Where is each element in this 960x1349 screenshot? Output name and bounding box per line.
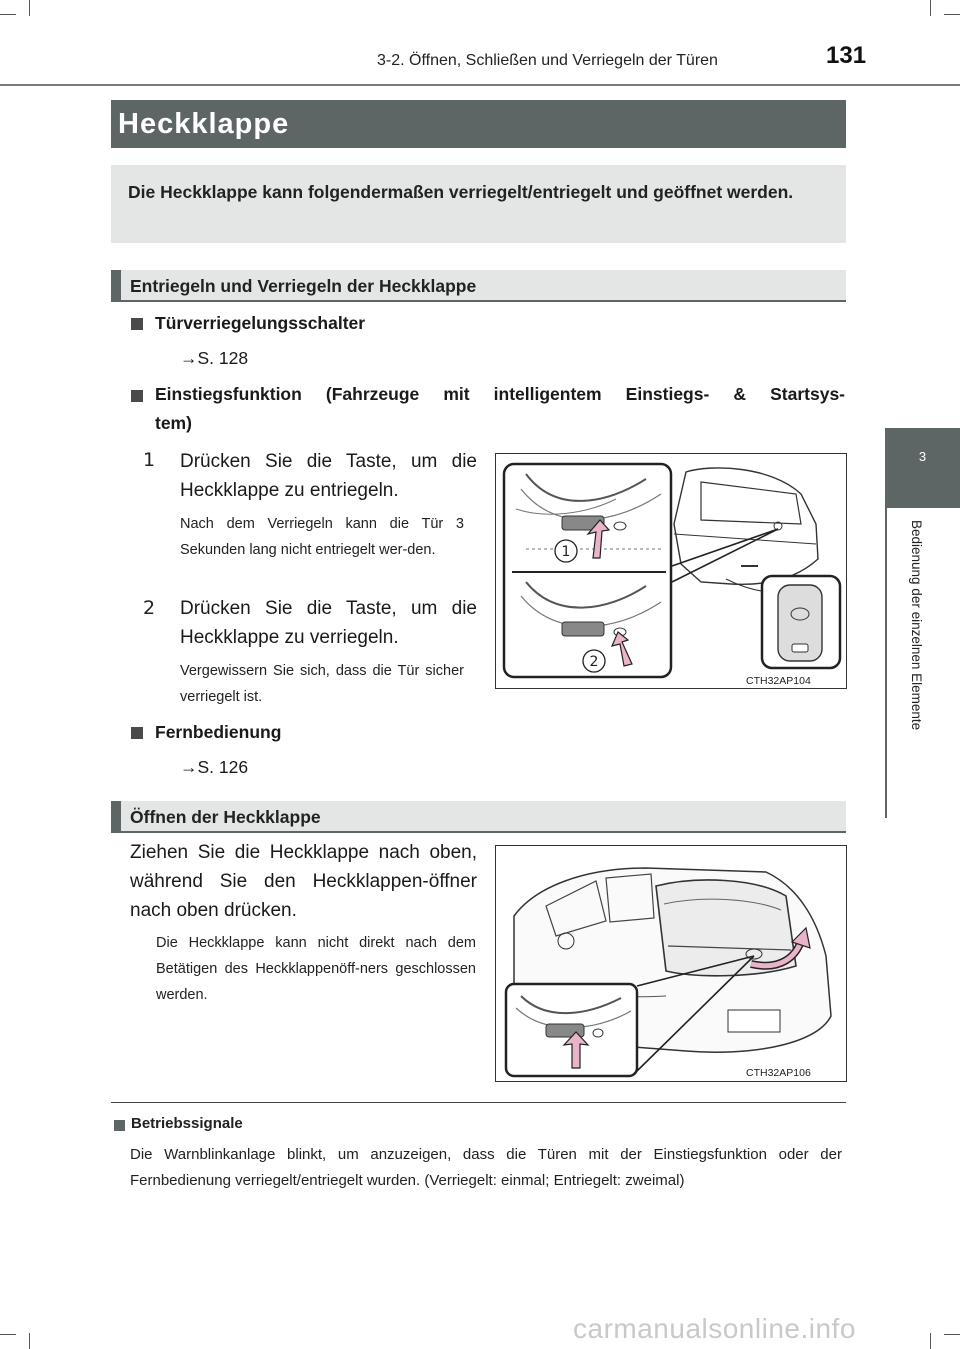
crop-mark [944, 1334, 960, 1335]
bullet-square-icon [131, 390, 143, 402]
section-divider [111, 1102, 846, 1103]
watermark: carmanualsonline.info [573, 1313, 856, 1344]
step-text: Drücken Sie die Taste, um die Heckklappe zu verriegeln. [180, 598, 477, 648]
crop-mark [930, 1333, 931, 1349]
note-title: Betriebssignale [131, 1115, 243, 1132]
section-heading: Entriegeln und Verriegeln der Heckklappe [130, 276, 477, 296]
figure-caption: CTH32AP104 [746, 675, 811, 687]
page-title: Heckklappe [118, 108, 290, 140]
bullet-square-icon [131, 318, 143, 330]
crop-mark [930, 0, 931, 16]
page-reference[interactable]: →S. 126 [180, 757, 249, 777]
crop-mark [0, 14, 16, 15]
item-title: Fernbedienung [155, 722, 282, 742]
bullet-square-icon [114, 1120, 125, 1131]
section-heading: Öffnen der Heckklappe [130, 807, 321, 827]
figure-tailgate-unlock [495, 453, 847, 689]
tailgate-button-illustration [496, 454, 847, 689]
crop-mark [29, 1333, 30, 1349]
body-text: Ziehen Sie die Heckklappe nach oben, während Sie den Heckklappen-öffner nach oben drücken. [130, 842, 477, 921]
step-number: 2 [143, 597, 156, 619]
item-title-line1: Einstiegsfunktion (Fahrzeuge mit intelligentem Einstiegs- & Startsys- [155, 384, 845, 404]
figure-caption: CTH32AP106 [746, 1067, 811, 1079]
item-title-line2: tem) [155, 413, 192, 433]
note-text: Die Warnblinkanlage blinkt, um anzuzeigen, dass die Türen mit der Einstiegsfunktion oder der Fernbedienung verriegelt/entriegelt wurden. (Verriegelt: einmal; Entriegelt: zweimal) [130, 1146, 842, 1189]
crop-mark [0, 1334, 16, 1335]
figure-label-1: 1 [561, 544, 571, 560]
figure-tailgate-open [495, 845, 847, 1082]
chapter-label: Bedienung der einzelnen Elemente [909, 520, 924, 731]
chapter-side-rule [885, 508, 887, 818]
step-note: Nach dem Verriegeln kann die Tür 3 Sekunden lang nicht entriegelt wer-den. [180, 516, 464, 558]
header-divider [0, 84, 960, 86]
step-text: Drücken Sie die Taste, um die Heckklappe zu entriegeln. [180, 451, 477, 501]
chapter-tab [885, 428, 960, 508]
running-header: 3-2. Öffnen, Schließen und Verriegeln der Türen [377, 52, 718, 69]
step-note: Vergewissern Sie sich, dass die Tür sicher verriegelt ist. [180, 663, 464, 705]
item-title: Türverriegelungsschalter [155, 313, 366, 333]
intro-text: Die Heckklappe kann folgendermaßen verriegelt/entriegelt und geöffnet werden. [128, 182, 794, 202]
chapter-number: 3 [918, 449, 927, 464]
step-number: 1 [143, 449, 156, 471]
bullet-square-icon [131, 727, 143, 739]
figure-label-2: 2 [589, 654, 599, 670]
body-note: Die Heckklappe kann nicht direkt nach dem Betätigen des Heckklappenöff-ners geschlossen werden. [156, 935, 476, 1003]
page-reference[interactable]: →S. 128 [180, 348, 249, 368]
crop-mark [29, 0, 30, 16]
page-number: 131 [826, 42, 867, 69]
crop-mark [944, 14, 960, 15]
tailgate-opening-illustration [496, 846, 847, 1082]
